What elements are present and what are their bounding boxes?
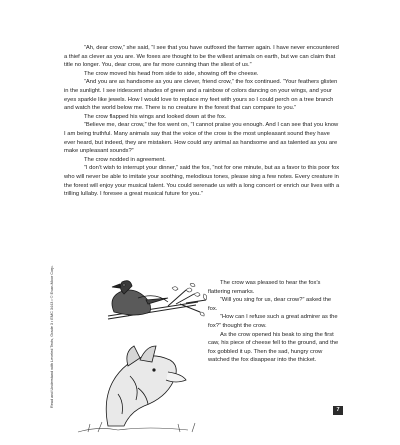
story-paragraph: The crow nodded in agreement. [84, 156, 166, 163]
story-paragraph: “Will you sing for us, dear crow?” asked the fox. [208, 297, 332, 312]
leaves-icon [172, 283, 207, 316]
crow-and-fox-illustration [68, 276, 208, 434]
story-paragraph: “Believe me, dear crow,” the fox went on, “I cannot praise you enough. And I can see that you know I am being truthful. Many animals say that the voice of the crow is the most unpleasant sound they have ever heard, but indeed, they are mistaken. How could any animal as handsome and as talented as you are make unpleasant sounds?” [64, 122, 339, 155]
page-number: 7 [333, 406, 343, 415]
fox-icon [106, 346, 186, 426]
crow-icon [112, 281, 168, 315]
story-paragraph: As the crow opened his beak to sing the first caw, his piece of cheese fell to the ground, and the fox gobbled it up. Then the sad, hungry crow watched the fox disappear into the thicket. [208, 331, 339, 364]
side-credit-text: Read and Understand with Leveled Texts, Grade 3 • EMC 3443 • © Evan-Moor Corp. [50, 265, 54, 408]
story-paragraph: The crow moved his head from side to side, showing off the cheese. [84, 70, 259, 77]
story-paragraph: The crow flapped his wings and looked down at the fox. [84, 113, 227, 120]
story-paragraph: “Ah, dear crow,” she said, “I see that you have outfoxed the farmer again. I have never encountered a thief as clever as you are. We foxes are thought to be the wiliest animals on earth, but we can claim that title no longer. You, dear crow, are far more cunning than the sliest of us.” [64, 45, 339, 69]
story-paragraph: “And you are as handsome as you are clever, friend crow,” the fox continued. “Your feathers glisten in the sunlight. I see iridescent shades of green and a rainbow of colors dancing on your wings, and your eyes sparkle like jewels. How I would love to replace my feet with yours so I could perch on a tree branch and watch the world below me. There is no creature in the forest that can compare to you.” [64, 79, 338, 112]
story-wrap-column [208, 279, 342, 365]
story-paragraph: “I don’t wish to interrupt your dinner,” said the fox, “not for one minute, but as a favor to this poor fox who will never be able to imitate your soothing, melodious tones, please sing a few notes. Every creature in the forest will enjoy your musical talent. You could serenade us with a long concert or enrich our lives with a trilling lullaby. I foresee a great musical future for you.” [64, 165, 340, 198]
story-body [64, 44, 340, 199]
story-paragraph: The crow was pleased to hear the fox’s flattering remarks. [208, 280, 321, 295]
grass-icon [78, 422, 195, 432]
story-paragraph: “How can I refuse such a great admirer as the fox?” thought the crow. [208, 314, 338, 329]
